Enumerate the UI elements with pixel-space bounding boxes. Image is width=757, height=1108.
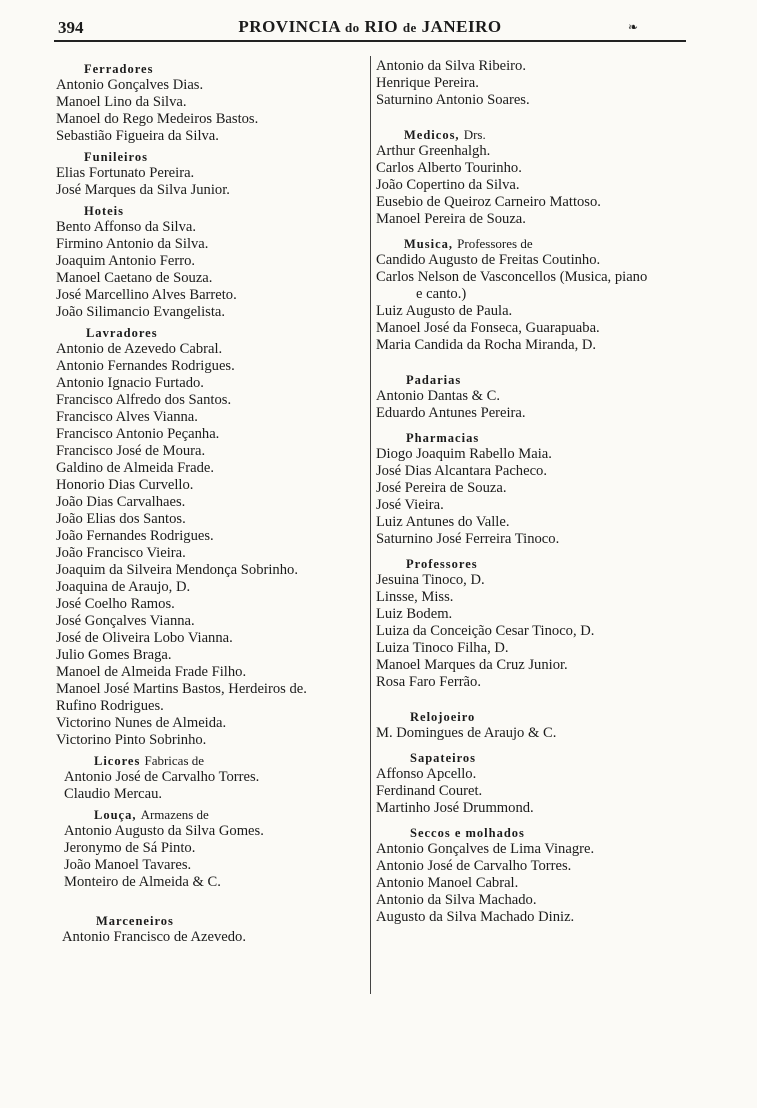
- section-heading: [56, 753, 370, 769]
- directory-entry: Luiza Tinoco Filha, D.: [376, 640, 509, 656]
- directory-entry: Manoel Caetano de Souza.: [56, 270, 213, 286]
- directory-entry: João Fernandes Rodrigues.: [56, 528, 214, 544]
- section-heading: [376, 825, 696, 841]
- directory-section: [56, 913, 370, 946]
- title-part: RIO: [364, 17, 399, 36]
- section-heading: [376, 750, 696, 766]
- section-heading-text: Musica,: [404, 237, 454, 251]
- section-heading: [56, 325, 370, 341]
- section-heading-text: Medicos,: [404, 128, 460, 142]
- directory-entry: João Copertino da Silva.: [376, 177, 520, 193]
- header-rule: [54, 40, 686, 42]
- page-title: [54, 17, 686, 37]
- section-heading-text: Hoteis: [84, 204, 125, 218]
- section-heading-text: Louça,: [94, 808, 137, 822]
- section-heading: [376, 236, 696, 252]
- section-heading-note: Fabricas de: [144, 753, 205, 768]
- directory-entry: Manoel de Almeida Frade Filho.: [56, 664, 247, 680]
- directory-entry: Antonio Fernandes Rodrigues.: [56, 358, 235, 374]
- directory-entry: Antonio Dantas & C.: [376, 388, 501, 404]
- directory-entry: Manoel Lino da Silva.: [56, 94, 187, 110]
- directory-entry: Julio Gomes Braga.: [56, 647, 172, 663]
- directory-entry: José Gonçalves Vianna.: [56, 613, 195, 629]
- directory-entry: Arthur Greenhalgh.: [376, 143, 491, 159]
- section-heading-text: Ferradores: [84, 62, 154, 76]
- section-heading-note: Drs.: [463, 127, 486, 142]
- directory-entry: Luiz Bodem.: [376, 606, 453, 622]
- directory-entry: João Elias dos Santos.: [56, 511, 186, 527]
- directory-entry: José Dias Alcantara Pacheco.: [376, 463, 548, 479]
- section-heading-text: Pharmacias: [406, 431, 480, 445]
- directory-entry: Elias Fortunato Pereira.: [56, 165, 195, 181]
- directory-section: [56, 807, 370, 891]
- directory-entry: Claudio Mercau.: [64, 786, 163, 802]
- title-part: PROVINCIA: [238, 17, 341, 36]
- directory-entry: Firmino Antonio da Silva.: [56, 236, 209, 252]
- title-part: JANEIRO: [421, 17, 502, 36]
- directory-entry: Francisco Alves Vianna.: [56, 409, 198, 425]
- section-heading-text: Relojoeiro: [410, 710, 476, 724]
- section-heading: [376, 430, 696, 446]
- directory-entry: Bento Affonso da Silva.: [56, 219, 196, 235]
- directory-section: [376, 372, 696, 422]
- directory-section: [376, 127, 696, 228]
- directory-entry: Manoel Marques da Cruz Junior.: [376, 657, 568, 673]
- directory-entry: Antonio José de Carvalho Torres.: [64, 769, 260, 785]
- directory-entry: Diogo Joaquim Rabello Maia.: [376, 446, 552, 462]
- directory-entry: Saturnino Antonio Soares.: [376, 92, 530, 108]
- section-heading-text: Licores: [94, 754, 141, 768]
- section-heading-text: Funileiros: [84, 150, 148, 164]
- section-heading-note: Professores de: [457, 236, 533, 251]
- section-heading-text: Sapateiros: [410, 751, 477, 765]
- directory-entry: Antonio da Silva Ribeiro.: [376, 58, 526, 74]
- directory-entry: José Vieira.: [376, 497, 444, 513]
- directory-section: [376, 556, 696, 691]
- directory-section: [56, 149, 370, 199]
- directory-entry: Martinho José Drummond.: [376, 800, 534, 816]
- section-heading: [376, 709, 696, 725]
- directory-entry: Antonio Gonçalves Dias.: [56, 77, 204, 93]
- section-heading: [56, 149, 370, 165]
- directory-section: [56, 325, 370, 749]
- directory-entry: Manoel do Rego Medeiros Bastos.: [56, 111, 259, 127]
- directory-entry: e canto.): [416, 286, 467, 302]
- directory-entry: Eduardo Antunes Pereira.: [376, 405, 526, 421]
- directory-entry: Jesuina Tinoco, D.: [376, 572, 485, 588]
- directory-entry: Galdino de Almeida Frade.: [56, 460, 215, 476]
- directory-entry: Rufino Rodrigues.: [56, 698, 164, 714]
- directory-entry: Joaquim Antonio Ferro.: [56, 253, 196, 269]
- directory-entry: Manoel José Martins Bastos, Herdeiros de.: [56, 681, 307, 697]
- directory-entry: José Marques da Silva Junior.: [56, 182, 230, 198]
- directory-entry: José Marcellino Alves Barreto.: [56, 287, 237, 303]
- directory-entry: Antonio José de Carvalho Torres.: [376, 858, 572, 874]
- section-heading-text: Professores: [406, 557, 478, 571]
- directory-entry: João Francisco Vieira.: [56, 545, 186, 561]
- directory-section: [376, 825, 696, 926]
- directory-entry: Antonio Augusto da Silva Gomes.: [64, 823, 264, 839]
- directory-entry: Henrique Pereira.: [376, 75, 479, 91]
- directory-section: [376, 750, 696, 817]
- directory-entry: Antonio Ignacio Furtado.: [56, 375, 204, 391]
- directory-entry: Augusto da Silva Machado Diniz.: [376, 909, 575, 925]
- directory-section: [56, 753, 370, 803]
- directory-entry: João Dias Carvalhaes.: [56, 494, 186, 510]
- directory-entry: José de Oliveira Lobo Vianna.: [56, 630, 233, 646]
- directory-entry: M. Domingues de Araujo & C.: [376, 725, 557, 741]
- right-column: [376, 58, 696, 926]
- page-header: [54, 14, 686, 40]
- directory-entry: Manoel Pereira de Souza.: [376, 211, 526, 227]
- directory-entry: Antonio de Azevedo Cabral.: [56, 341, 223, 357]
- directory-entry: Victorino Pinto Sobrinho.: [56, 732, 207, 748]
- directory-entry: Victorino Nunes de Almeida.: [56, 715, 227, 731]
- section-heading: [56, 913, 370, 929]
- directory-entry: João Silimancio Evangelista.: [56, 304, 226, 320]
- section-heading: [56, 61, 370, 77]
- directory-entry: Luiza da Conceição Cesar Tinoco, D.: [376, 623, 595, 639]
- column-divider: [370, 56, 371, 994]
- directory-entry: Linsse, Miss.: [376, 589, 454, 605]
- directory-entry: Affonso Apcello.: [376, 766, 477, 782]
- section-heading-text: Lavradores: [86, 326, 158, 340]
- directory-entry: Francisco Antonio Peçanha.: [56, 426, 220, 442]
- directory-entry: Antonio Francisco de Azevedo.: [62, 929, 246, 945]
- section-heading-text: Padarias: [406, 373, 462, 387]
- page-number: 394: [58, 18, 84, 37]
- left-column: [56, 58, 370, 946]
- section-heading-note: Armazens de: [140, 807, 209, 822]
- directory-section: [376, 709, 696, 742]
- ornament-icon: ❧: [627, 20, 638, 34]
- directory-entry: Joaquim da Silveira Mendonça Sobrinho.: [56, 562, 298, 578]
- directory-entry: Antonio da Silva Machado.: [376, 892, 537, 908]
- directory-entry: Carlos Alberto Tourinho.: [376, 160, 522, 176]
- directory-entry: Jeronymo de Sá Pinto.: [64, 840, 196, 856]
- directory-entry: Luiz Augusto de Paula.: [376, 303, 513, 319]
- directory-entry: Eusebio de Queiroz Carneiro Mattoso.: [376, 194, 601, 210]
- directory-entry: Luiz Antunes do Valle.: [376, 514, 510, 530]
- directory-section: [376, 430, 696, 548]
- directory-entry: Antonio Gonçalves de Lima Vinagre.: [376, 841, 595, 857]
- directory-entry: Antonio Manoel Cabral.: [376, 875, 519, 891]
- directory-entry: Rosa Faro Ferrão.: [376, 674, 481, 690]
- directory-section: [56, 61, 370, 145]
- directory-entry: Ferdinand Couret.: [376, 783, 483, 799]
- directory-entry: Saturnino José Ferreira Tinoco.: [376, 531, 560, 547]
- title-part: do: [344, 20, 360, 35]
- section-heading: [376, 372, 696, 388]
- directory-section: [376, 58, 696, 109]
- section-heading: [56, 807, 370, 823]
- directory-section: [56, 203, 370, 321]
- section-heading: [376, 556, 696, 572]
- title-part: de: [402, 20, 417, 35]
- directory-entry: José Coelho Ramos.: [56, 596, 175, 612]
- directory-entry: Joaquina de Araujo, D.: [56, 579, 191, 595]
- section-heading: [376, 127, 696, 143]
- directory-section: [376, 236, 696, 354]
- directory-entry: Francisco José de Moura.: [56, 443, 206, 459]
- section-heading: [56, 203, 370, 219]
- directory-entry: Sebastião Figueira da Silva.: [56, 128, 219, 144]
- directory-entry: Maria Candida da Rocha Miranda, D.: [376, 337, 597, 353]
- directory-entry: Carlos Nelson de Vasconcellos (Musica, piano: [376, 269, 648, 285]
- section-heading-text: Marceneiros: [96, 914, 174, 928]
- directory-entry: Honorio Dias Curvello.: [56, 477, 194, 493]
- section-heading-text: Seccos e molhados: [410, 826, 525, 840]
- directory-entry: José Pereira de Souza.: [376, 480, 507, 496]
- directory-entry: Francisco Alfredo dos Santos.: [56, 392, 232, 408]
- directory-entry: João Manoel Tavares.: [64, 857, 192, 873]
- directory-entry: Candido Augusto de Freitas Coutinho.: [376, 252, 601, 268]
- directory-entry: Manoel José da Fonseca, Guarapuaba.: [376, 320, 600, 336]
- directory-entry: Monteiro de Almeida & C.: [64, 874, 221, 890]
